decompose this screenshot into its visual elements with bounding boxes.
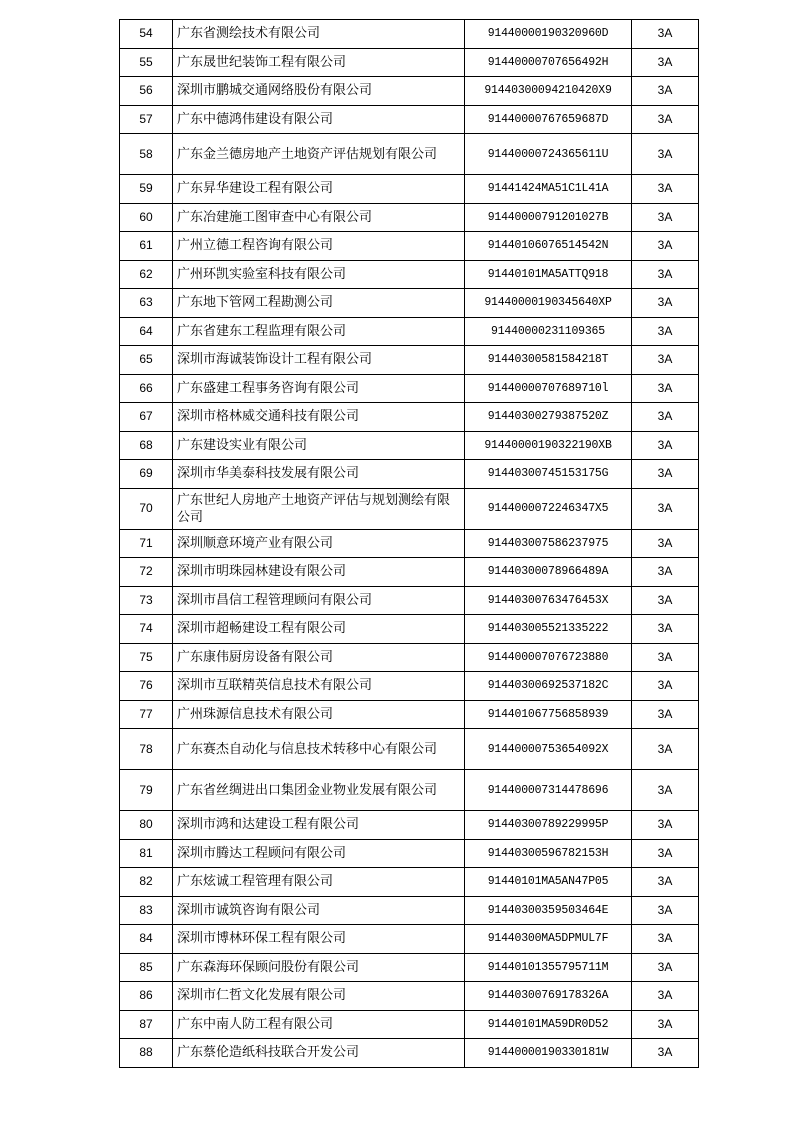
row-number-cell: 59 xyxy=(120,175,173,204)
row-number-cell: 64 xyxy=(120,317,173,346)
company-name-cell: 广东建设实业有限公司 xyxy=(173,431,465,460)
credit-level-cell: 3A xyxy=(632,488,699,529)
credit-code-cell: 91440300MA5DPMUL7F xyxy=(465,925,632,954)
table-row xyxy=(120,403,699,432)
company-name-cell: 广东康伟厨房设备有限公司 xyxy=(173,643,465,672)
company-name-cell: 深圳市博林环保工程有限公司 xyxy=(173,925,465,954)
table-row xyxy=(120,460,699,489)
company-name-cell: 深圳市鹏城交通网络股份有限公司 xyxy=(173,77,465,106)
company-name-cell: 深圳市海诚装饰设计工程有限公司 xyxy=(173,346,465,375)
company-name-cell: 广东炫诚工程管理有限公司 xyxy=(173,868,465,897)
credit-level-cell: 3A xyxy=(632,403,699,432)
table-row xyxy=(120,374,699,403)
row-number-cell: 72 xyxy=(120,558,173,587)
table-row xyxy=(120,586,699,615)
company-name-cell: 广东昇华建设工程有限公司 xyxy=(173,175,465,204)
credit-code-cell: 914403005521335222 xyxy=(465,615,632,644)
credit-code-cell: 91440000190345640XP xyxy=(465,289,632,318)
credit-code-cell: 91440000707689710l xyxy=(465,374,632,403)
row-number-cell: 81 xyxy=(120,839,173,868)
company-name-cell: 广州环凯实验室科技有限公司 xyxy=(173,260,465,289)
company-name-cell: 深圳市明珠园林建设有限公司 xyxy=(173,558,465,587)
table-row xyxy=(120,729,699,770)
row-number-cell: 61 xyxy=(120,232,173,261)
table-body xyxy=(120,20,699,1068)
row-number-cell: 54 xyxy=(120,20,173,49)
table-row xyxy=(120,558,699,587)
row-number-cell: 78 xyxy=(120,729,173,770)
credit-level-cell: 3A xyxy=(632,729,699,770)
company-name-cell: 广州珠源信息技术有限公司 xyxy=(173,700,465,729)
table-row xyxy=(120,20,699,49)
table-row xyxy=(120,431,699,460)
company-name-cell: 广东省丝绸进出口集团金业物业发展有限公司 xyxy=(173,770,465,811)
credit-code-cell: 91440300745153175G xyxy=(465,460,632,489)
company-name-cell: 深圳市华美泰科技发展有限公司 xyxy=(173,460,465,489)
credit-code-cell: 914400007076723880 xyxy=(465,643,632,672)
row-number-cell: 82 xyxy=(120,868,173,897)
table-row xyxy=(120,982,699,1011)
credit-code-cell: 91440000190322190XB xyxy=(465,431,632,460)
company-name-cell: 广东省测绘技术有限公司 xyxy=(173,20,465,49)
credit-code-cell: 91440300596782153H xyxy=(465,839,632,868)
table-row xyxy=(120,868,699,897)
row-number-cell: 68 xyxy=(120,431,173,460)
credit-level-cell: 3A xyxy=(632,203,699,232)
company-name-cell: 广东地下管网工程勘测公司 xyxy=(173,289,465,318)
company-name-cell: 广东晟世纪装饰工程有限公司 xyxy=(173,48,465,77)
credit-code-cell: 914400007314478696 xyxy=(465,770,632,811)
credit-code-cell: 91440000190320960D xyxy=(465,20,632,49)
credit-code-cell: 91440300769178326A xyxy=(465,982,632,1011)
company-name-cell: 深圳市格林威交通科技有限公司 xyxy=(173,403,465,432)
company-name-cell: 深圳市鸿和达建设工程有限公司 xyxy=(173,811,465,840)
company-name-cell: 广东世纪人房地产土地资产评估与规划测绘有限公司 xyxy=(173,488,465,529)
company-name-cell: 深圳市互联精英信息技术有限公司 xyxy=(173,672,465,701)
table-row xyxy=(120,175,699,204)
credit-level-cell: 3A xyxy=(632,346,699,375)
row-number-cell: 86 xyxy=(120,982,173,1011)
credit-level-cell: 3A xyxy=(632,134,699,175)
company-name-cell: 广州立德工程咨询有限公司 xyxy=(173,232,465,261)
row-number-cell: 87 xyxy=(120,1010,173,1039)
credit-level-cell: 3A xyxy=(632,1039,699,1068)
row-number-cell: 83 xyxy=(120,896,173,925)
table-row xyxy=(120,488,699,529)
credit-code-cell: 91440000707656492H xyxy=(465,48,632,77)
credit-code-cell: 91440300581584218T xyxy=(465,346,632,375)
credit-level-cell: 3A xyxy=(632,770,699,811)
credit-code-cell: 9144000072246347X5 xyxy=(465,488,632,529)
row-number-cell: 77 xyxy=(120,700,173,729)
company-name-cell: 深圳市诚筑咨询有限公司 xyxy=(173,896,465,925)
company-name-cell: 广东冶建施工图审查中心有限公司 xyxy=(173,203,465,232)
credit-level-cell: 3A xyxy=(632,558,699,587)
credit-level-cell: 3A xyxy=(632,615,699,644)
credit-level-cell: 3A xyxy=(632,586,699,615)
credit-code-cell: 91440000767659687D xyxy=(465,105,632,134)
credit-level-cell: 3A xyxy=(632,232,699,261)
table-row xyxy=(120,839,699,868)
row-number-cell: 60 xyxy=(120,203,173,232)
credit-level-cell: 3A xyxy=(632,811,699,840)
credit-level-cell: 3A xyxy=(632,839,699,868)
company-name-cell: 广东中德鸿伟建设有限公司 xyxy=(173,105,465,134)
credit-code-cell: 91441424MA51C1L41A xyxy=(465,175,632,204)
credit-code-cell: 91440101MA5ATTQ918 xyxy=(465,260,632,289)
row-number-cell: 88 xyxy=(120,1039,173,1068)
table-row xyxy=(120,529,699,558)
credit-code-cell: 91440300279387520Z xyxy=(465,403,632,432)
table-row xyxy=(120,1010,699,1039)
credit-code-cell: 91440101MA59DR0D52 xyxy=(465,1010,632,1039)
credit-code-cell: 91440300094210420X9 xyxy=(465,77,632,106)
row-number-cell: 58 xyxy=(120,134,173,175)
company-credit-table xyxy=(119,19,699,1068)
table-row xyxy=(120,770,699,811)
credit-level-cell: 3A xyxy=(632,700,699,729)
row-number-cell: 79 xyxy=(120,770,173,811)
row-number-cell: 70 xyxy=(120,488,173,529)
credit-code-cell: 91440000753654092X xyxy=(465,729,632,770)
credit-code-cell: 91440101MA5AN47P05 xyxy=(465,868,632,897)
credit-level-cell: 3A xyxy=(632,48,699,77)
credit-code-cell: 91440300692537182C xyxy=(465,672,632,701)
table-row xyxy=(120,1039,699,1068)
table-row xyxy=(120,317,699,346)
credit-level-cell: 3A xyxy=(632,529,699,558)
credit-level-cell: 3A xyxy=(632,374,699,403)
company-name-cell: 广东蔡伦造纸科技联合开发公司 xyxy=(173,1039,465,1068)
row-number-cell: 75 xyxy=(120,643,173,672)
credit-code-cell: 91440106076514542N xyxy=(465,232,632,261)
table-row xyxy=(120,896,699,925)
credit-level-cell: 3A xyxy=(632,317,699,346)
row-number-cell: 56 xyxy=(120,77,173,106)
company-name-cell: 广东金兰德房地产土地资产评估规划有限公司 xyxy=(173,134,465,175)
table-row xyxy=(120,48,699,77)
row-number-cell: 62 xyxy=(120,260,173,289)
credit-code-cell: 91440300078966489A xyxy=(465,558,632,587)
row-number-cell: 74 xyxy=(120,615,173,644)
row-number-cell: 73 xyxy=(120,586,173,615)
credit-code-cell: 914403007586237975 xyxy=(465,529,632,558)
row-number-cell: 65 xyxy=(120,346,173,375)
company-name-cell: 广东中南人防工程有限公司 xyxy=(173,1010,465,1039)
table-row xyxy=(120,134,699,175)
table-row xyxy=(120,346,699,375)
table-row xyxy=(120,232,699,261)
row-number-cell: 57 xyxy=(120,105,173,134)
row-number-cell: 69 xyxy=(120,460,173,489)
credit-level-cell: 3A xyxy=(632,260,699,289)
credit-code-cell: 91440000231109365 xyxy=(465,317,632,346)
row-number-cell: 85 xyxy=(120,953,173,982)
company-name-cell: 深圳市腾达工程顾问有限公司 xyxy=(173,839,465,868)
credit-level-cell: 3A xyxy=(632,431,699,460)
row-number-cell: 67 xyxy=(120,403,173,432)
table-row xyxy=(120,700,699,729)
table-row xyxy=(120,260,699,289)
credit-code-cell: 91440300789229995P xyxy=(465,811,632,840)
credit-code-cell: 91440000190330181W xyxy=(465,1039,632,1068)
credit-level-cell: 3A xyxy=(632,953,699,982)
table-row xyxy=(120,953,699,982)
table-row xyxy=(120,925,699,954)
row-number-cell: 84 xyxy=(120,925,173,954)
table-row xyxy=(120,289,699,318)
table-row xyxy=(120,105,699,134)
table-row xyxy=(120,77,699,106)
credit-level-cell: 3A xyxy=(632,105,699,134)
credit-code-cell: 91440000791201027B xyxy=(465,203,632,232)
credit-level-cell: 3A xyxy=(632,925,699,954)
table-row xyxy=(120,811,699,840)
company-name-cell: 深圳市仁哲文化发展有限公司 xyxy=(173,982,465,1011)
company-name-cell: 广东省建东工程监理有限公司 xyxy=(173,317,465,346)
credit-code-cell: 91440300359503464E xyxy=(465,896,632,925)
company-name-cell: 广东森海环保顾问股份有限公司 xyxy=(173,953,465,982)
row-number-cell: 55 xyxy=(120,48,173,77)
credit-level-cell: 3A xyxy=(632,77,699,106)
credit-level-cell: 3A xyxy=(632,460,699,489)
table-row xyxy=(120,203,699,232)
table-row xyxy=(120,643,699,672)
credit-level-cell: 3A xyxy=(632,1010,699,1039)
credit-level-cell: 3A xyxy=(632,982,699,1011)
credit-level-cell: 3A xyxy=(632,175,699,204)
credit-code-cell: 91440101355795711M xyxy=(465,953,632,982)
company-name-cell: 广东盛建工程事务咨询有限公司 xyxy=(173,374,465,403)
credit-level-cell: 3A xyxy=(632,289,699,318)
company-name-cell: 深圳市昌信工程管理顾问有限公司 xyxy=(173,586,465,615)
row-number-cell: 66 xyxy=(120,374,173,403)
table-row xyxy=(120,672,699,701)
table-row xyxy=(120,615,699,644)
credit-code-cell: 91440300763476453X xyxy=(465,586,632,615)
row-number-cell: 71 xyxy=(120,529,173,558)
company-name-cell: 广东赛杰自动化与信息技术转移中心有限公司 xyxy=(173,729,465,770)
company-name-cell: 深圳市超畅建设工程有限公司 xyxy=(173,615,465,644)
row-number-cell: 63 xyxy=(120,289,173,318)
credit-code-cell: 91440000724365611U xyxy=(465,134,632,175)
credit-level-cell: 3A xyxy=(632,868,699,897)
credit-level-cell: 3A xyxy=(632,643,699,672)
credit-level-cell: 3A xyxy=(632,20,699,49)
company-name-cell: 深圳顺意环境产业有限公司 xyxy=(173,529,465,558)
credit-level-cell: 3A xyxy=(632,896,699,925)
row-number-cell: 80 xyxy=(120,811,173,840)
credit-level-cell: 3A xyxy=(632,672,699,701)
credit-code-cell: 914401067756858939 xyxy=(465,700,632,729)
row-number-cell: 76 xyxy=(120,672,173,701)
